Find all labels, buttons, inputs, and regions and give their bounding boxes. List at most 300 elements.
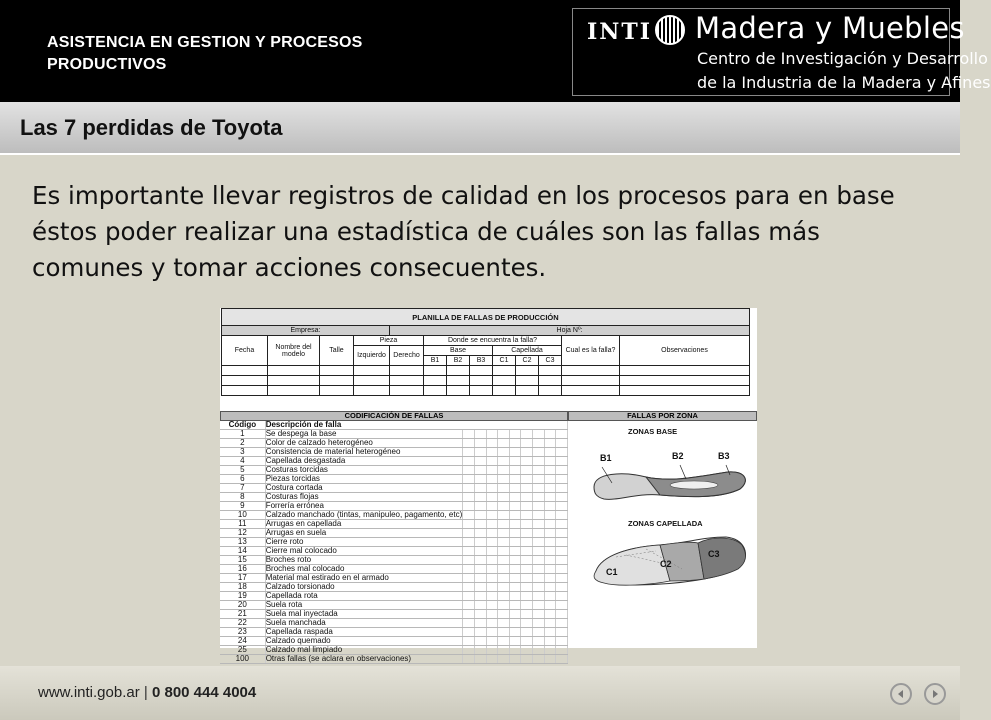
grid-cell xyxy=(533,538,545,547)
grid-cell xyxy=(544,475,556,484)
grid-cell xyxy=(463,583,475,592)
grid-cell xyxy=(544,628,556,637)
falla-code: 1 xyxy=(220,430,265,439)
grid-cell xyxy=(509,502,521,511)
grid-cell xyxy=(556,466,568,475)
falla-description: Calzado torsionado xyxy=(265,583,463,592)
logo-subtitle-line1: Centro de Investigación y Desarrollo xyxy=(697,49,988,68)
grid-cell xyxy=(463,493,475,502)
pieza-header: Pieza xyxy=(354,336,424,346)
footer-contact xyxy=(38,684,256,701)
zona-b2-label: B2 xyxy=(672,451,684,461)
grid-cell xyxy=(521,619,533,628)
grid-cell xyxy=(521,655,533,664)
falla-description: Suela rota xyxy=(265,601,463,610)
codificacion-title: CODIFICACIÓN DE FALLAS xyxy=(220,411,568,421)
grid-cell xyxy=(498,484,510,493)
blank-row xyxy=(222,386,750,396)
grid-cell xyxy=(486,511,498,520)
falla-description: Capellada desgastada xyxy=(265,457,463,466)
grid-cell xyxy=(533,502,545,511)
grid-cell xyxy=(509,475,521,484)
prev-arrow-icon[interactable] xyxy=(890,683,912,705)
base-header: Base xyxy=(424,346,493,356)
falla-description: Calzado quemado xyxy=(265,637,463,646)
grid-cell xyxy=(474,448,486,457)
grid-cell xyxy=(521,601,533,610)
grid-cell xyxy=(509,592,521,601)
grid-cell xyxy=(533,610,545,619)
falla-code: 25 xyxy=(220,646,265,655)
modelo-header: Nombre del modelo xyxy=(268,336,320,366)
codificacion-row xyxy=(220,655,568,664)
grid-cell xyxy=(486,529,498,538)
falla-code: 4 xyxy=(220,457,265,466)
grid-cell xyxy=(486,448,498,457)
grid-cell xyxy=(474,502,486,511)
grid-cell xyxy=(533,547,545,556)
grid-cell xyxy=(486,466,498,475)
grid-cell xyxy=(521,484,533,493)
grid-cell xyxy=(498,610,510,619)
footer-url[interactable]: www.inti.gob.ar xyxy=(38,684,140,701)
derecho-header: Derecho xyxy=(390,346,424,366)
grid-cell xyxy=(509,484,521,493)
grid-cell xyxy=(498,457,510,466)
falla-code: 11 xyxy=(220,520,265,529)
grid-cell xyxy=(463,556,475,565)
falla-description: Se despega la base xyxy=(265,430,463,439)
grid-cell xyxy=(463,457,475,466)
logo-subtitle-line2: de la Industria de la Madera y Afines xyxy=(697,73,991,92)
grid-cell xyxy=(521,493,533,502)
grid-cell xyxy=(521,430,533,439)
grid-cell xyxy=(498,655,510,664)
grid-cell xyxy=(556,529,568,538)
grid-cell xyxy=(474,583,486,592)
c1-header: C1 xyxy=(493,356,516,366)
grid-cell xyxy=(509,601,521,610)
grid-cell xyxy=(556,637,568,646)
grid-cell xyxy=(556,628,568,637)
grid-cell xyxy=(474,601,486,610)
grid-cell xyxy=(556,601,568,610)
grid-cell xyxy=(544,529,556,538)
grid-cell xyxy=(463,547,475,556)
grid-cell xyxy=(474,529,486,538)
grid-cell xyxy=(533,637,545,646)
grid-cell xyxy=(498,592,510,601)
grid-cell xyxy=(533,466,545,475)
grid-cell xyxy=(521,592,533,601)
footer-separator: | xyxy=(143,684,148,701)
codigo-col-header: Código xyxy=(220,421,265,430)
grid-cell xyxy=(474,520,486,529)
grid-cell xyxy=(486,628,498,637)
grid-cell xyxy=(498,628,510,637)
grid-cell xyxy=(486,574,498,583)
grid-cell xyxy=(498,538,510,547)
grid-cell xyxy=(463,574,475,583)
grid-cell xyxy=(544,637,556,646)
falla-code: 16 xyxy=(220,565,265,574)
grid-cell xyxy=(509,493,521,502)
grid-cell xyxy=(521,565,533,574)
falla-description: Suela mal inyectada xyxy=(265,610,463,619)
grid-cell xyxy=(521,583,533,592)
grid-cell xyxy=(463,628,475,637)
grid-cell xyxy=(463,511,475,520)
falla-description: Costura cortada xyxy=(265,484,463,493)
grid-cell xyxy=(544,556,556,565)
logo-org: INTI xyxy=(587,19,653,45)
falla-description: Forrería errónea xyxy=(265,502,463,511)
grid-cell xyxy=(521,637,533,646)
grid-cell xyxy=(498,475,510,484)
grid-cell xyxy=(486,646,498,655)
grid-cell xyxy=(474,466,486,475)
falla-code: 8 xyxy=(220,493,265,502)
grid-cell xyxy=(521,610,533,619)
falla-code: 3 xyxy=(220,448,265,457)
grid-cell xyxy=(544,502,556,511)
izquierdo-header: Izquierdo xyxy=(354,346,390,366)
falla-code: 5 xyxy=(220,466,265,475)
grid-cell xyxy=(474,574,486,583)
grid-cell xyxy=(474,511,486,520)
grid-cell xyxy=(544,538,556,547)
falla-code: 14 xyxy=(220,547,265,556)
grid-cell xyxy=(544,466,556,475)
grid-cell xyxy=(463,655,475,664)
grid-cell xyxy=(486,493,498,502)
grid-cell xyxy=(509,637,521,646)
grid-cell xyxy=(521,646,533,655)
grid-cell xyxy=(521,475,533,484)
grid-cell xyxy=(533,448,545,457)
grid-cell xyxy=(544,484,556,493)
grid-cell xyxy=(509,628,521,637)
c2-header: C2 xyxy=(516,356,539,366)
grid-cell xyxy=(486,484,498,493)
grid-cell xyxy=(498,430,510,439)
zonas-panel xyxy=(568,421,757,648)
grid-cell xyxy=(486,565,498,574)
cual-header: Cual es la falla? xyxy=(562,336,620,366)
grid-cell xyxy=(486,610,498,619)
grid-cell xyxy=(556,457,568,466)
grid-cell xyxy=(498,565,510,574)
zonas-base-title: ZONAS BASE xyxy=(628,427,678,436)
grid-cell xyxy=(556,502,568,511)
falla-description: Capellada rota xyxy=(265,592,463,601)
grid-cell xyxy=(463,520,475,529)
falla-description: Cierre roto xyxy=(265,538,463,547)
grid-cell xyxy=(533,646,545,655)
falla-code: 9 xyxy=(220,502,265,511)
grid-cell xyxy=(533,484,545,493)
grid-cell xyxy=(498,574,510,583)
falla-description: Capellada raspada xyxy=(265,628,463,637)
grid-cell xyxy=(556,619,568,628)
grid-cell xyxy=(544,511,556,520)
zona-c1-label: C1 xyxy=(606,567,618,577)
grid-cell xyxy=(498,511,510,520)
grid-cell xyxy=(498,439,510,448)
falla-code: 6 xyxy=(220,475,265,484)
grid-cell xyxy=(463,538,475,547)
observaciones-header: Observaciones xyxy=(620,336,750,366)
grid-cell xyxy=(486,439,498,448)
grid-cell xyxy=(533,529,545,538)
c3-header: C3 xyxy=(539,356,562,366)
grid-cell xyxy=(533,475,545,484)
grid-cell xyxy=(533,574,545,583)
falla-description: Piezas torcidas xyxy=(265,475,463,484)
inti-mark-icon xyxy=(655,15,685,45)
b1-header: B1 xyxy=(424,356,447,366)
grid-cell xyxy=(509,538,521,547)
grid-cell xyxy=(556,520,568,529)
grid-cell xyxy=(521,511,533,520)
header-title: ASISTENCIA EN GESTION Y PROCESOS PRODUCTIVOS xyxy=(47,34,363,73)
grid-cell xyxy=(498,601,510,610)
hoja-label: Hoja Nº: xyxy=(390,326,750,336)
grid-cell xyxy=(521,439,533,448)
grid-cell xyxy=(463,619,475,628)
grid-cell xyxy=(486,592,498,601)
grid-cell xyxy=(463,502,475,511)
falla-code: 23 xyxy=(220,628,265,637)
zona-c2-label: C2 xyxy=(660,559,672,569)
grid-cell xyxy=(556,592,568,601)
grid-cell xyxy=(498,637,510,646)
falla-description: Color de calzado heterogéneo xyxy=(265,439,463,448)
grid-cell xyxy=(498,583,510,592)
falla-description: Material mal estirado en el armado xyxy=(265,574,463,583)
grid-cell xyxy=(533,511,545,520)
grid-cell xyxy=(533,520,545,529)
falla-code: 18 xyxy=(220,583,265,592)
planilla-document xyxy=(220,308,757,663)
grid-cell xyxy=(533,655,545,664)
grid-cell xyxy=(498,502,510,511)
grid-cell xyxy=(509,529,521,538)
grid-cell xyxy=(486,520,498,529)
grid-cell xyxy=(486,619,498,628)
grid-cell xyxy=(509,466,521,475)
zonas-title: FALLAS POR ZONA xyxy=(568,411,757,421)
grid-cell xyxy=(486,556,498,565)
grid-cell xyxy=(474,493,486,502)
grid-cell xyxy=(533,457,545,466)
zonas-capellada-title: ZONAS CAPELLADA xyxy=(628,519,703,528)
falla-code: 19 xyxy=(220,592,265,601)
grid-cell xyxy=(498,547,510,556)
grid-cell xyxy=(533,493,545,502)
grid-cell xyxy=(498,619,510,628)
grid-cell xyxy=(556,511,568,520)
grid-cell xyxy=(544,493,556,502)
falla-code: 24 xyxy=(220,637,265,646)
grid-cell xyxy=(533,628,545,637)
falla-code: 12 xyxy=(220,529,265,538)
empresa-label: Empresa: xyxy=(222,326,390,336)
grid-cell xyxy=(498,448,510,457)
grid-cell xyxy=(509,655,521,664)
grid-cell xyxy=(544,520,556,529)
falla-code: 22 xyxy=(220,619,265,628)
footer-phone: 0 800 444 4004 xyxy=(151,684,257,701)
grid-cell xyxy=(521,502,533,511)
grid-cell xyxy=(498,520,510,529)
grid-cell xyxy=(486,457,498,466)
grid-cell xyxy=(463,592,475,601)
grid-cell xyxy=(556,583,568,592)
grid-cell xyxy=(486,601,498,610)
grid-cell xyxy=(521,547,533,556)
grid-cell xyxy=(509,430,521,439)
grid-cell xyxy=(463,646,475,655)
grid-cell xyxy=(556,493,568,502)
grid-cell xyxy=(521,556,533,565)
grid-cell xyxy=(486,547,498,556)
talle-header: Talle xyxy=(320,336,354,366)
logo-brand: Madera y Muebles xyxy=(695,11,965,45)
grid-cell xyxy=(463,448,475,457)
planilla-table xyxy=(221,308,750,396)
grid-cell xyxy=(556,475,568,484)
grid-cell xyxy=(533,601,545,610)
grid-cell xyxy=(486,637,498,646)
grid-cell xyxy=(544,646,556,655)
grid-cell xyxy=(544,574,556,583)
grid-cell xyxy=(463,601,475,610)
grid-cell xyxy=(474,628,486,637)
grid-cell xyxy=(509,439,521,448)
grid-cell xyxy=(474,655,486,664)
grid-cell xyxy=(498,646,510,655)
grid-cell xyxy=(556,538,568,547)
grid-cell xyxy=(544,592,556,601)
next-arrow-icon[interactable] xyxy=(924,683,946,705)
inti-logo xyxy=(572,8,991,96)
grid-cell xyxy=(521,538,533,547)
grid-cell xyxy=(474,484,486,493)
grid-cell xyxy=(544,655,556,664)
grid-cell xyxy=(521,529,533,538)
b2-header: B2 xyxy=(447,356,470,366)
falla-description: Calzado mal limpiado xyxy=(265,646,463,655)
grid-cell xyxy=(498,529,510,538)
falla-description: Arrugas en capellada xyxy=(265,520,463,529)
grid-cell xyxy=(486,502,498,511)
grid-cell xyxy=(463,565,475,574)
grid-cell xyxy=(474,475,486,484)
grid-cell xyxy=(544,430,556,439)
falla-description: Broches roto xyxy=(265,556,463,565)
falla-description: Broches mal colocado xyxy=(265,565,463,574)
shoe-base-illustration xyxy=(588,463,753,508)
b3-header: B3 xyxy=(470,356,493,366)
falla-code: 17 xyxy=(220,574,265,583)
grid-cell xyxy=(521,520,533,529)
grid-cell xyxy=(544,439,556,448)
falla-description: Arrugas en suela xyxy=(265,529,463,538)
zona-c3-label: C3 xyxy=(708,549,720,559)
grid-cell xyxy=(544,457,556,466)
grid-cell xyxy=(533,583,545,592)
grid-cell xyxy=(556,448,568,457)
grid-cell xyxy=(556,574,568,583)
zona-b1-label: B1 xyxy=(600,453,612,463)
grid-cell xyxy=(509,574,521,583)
grid-cell xyxy=(509,457,521,466)
grid-cell xyxy=(486,538,498,547)
grid-cell xyxy=(533,439,545,448)
grid-cell xyxy=(474,439,486,448)
grid-cell xyxy=(556,565,568,574)
footer xyxy=(0,666,960,720)
grid-cell xyxy=(544,583,556,592)
falla-code: 13 xyxy=(220,538,265,547)
grid-cell xyxy=(498,466,510,475)
grid-cell xyxy=(509,583,521,592)
grid-cell xyxy=(556,439,568,448)
grid-cell xyxy=(474,637,486,646)
falla-description: Calzado manchado (tintas, manipuleo, pagamento, etc) xyxy=(265,510,463,519)
capellada-header: Capellada xyxy=(493,346,562,356)
grid-cell xyxy=(463,610,475,619)
grid-cell xyxy=(544,601,556,610)
fecha-header: Fecha xyxy=(222,336,268,366)
falla-description: Suela manchada xyxy=(265,619,463,628)
grid-cell xyxy=(556,547,568,556)
grid-cell xyxy=(474,646,486,655)
grid-cell xyxy=(474,592,486,601)
grid-cell xyxy=(521,457,533,466)
falla-code: 10 xyxy=(220,511,265,520)
grid-cell xyxy=(521,628,533,637)
grid-cell xyxy=(474,538,486,547)
grid-cell xyxy=(463,637,475,646)
grid-cell xyxy=(533,619,545,628)
grid-cell xyxy=(486,475,498,484)
grid-cell xyxy=(556,430,568,439)
grid-cell xyxy=(509,565,521,574)
grid-cell xyxy=(463,529,475,538)
title-bar xyxy=(0,102,960,155)
grid-cell xyxy=(544,565,556,574)
grid-cell xyxy=(521,448,533,457)
grid-cell xyxy=(556,556,568,565)
codificacion-table xyxy=(220,421,568,664)
grid-cell xyxy=(509,511,521,520)
falla-code: 7 xyxy=(220,484,265,493)
grid-cell xyxy=(533,430,545,439)
grid-cell xyxy=(509,448,521,457)
grid-cell xyxy=(521,574,533,583)
falla-code: 21 xyxy=(220,610,265,619)
planilla-title: PLANILLA DE FALLAS DE PRODUCCIÓN xyxy=(222,309,750,326)
grid-cell xyxy=(521,466,533,475)
grid-cell xyxy=(463,439,475,448)
grid-cell xyxy=(509,556,521,565)
grid-cell xyxy=(463,466,475,475)
grid-cell xyxy=(474,556,486,565)
grid-cell xyxy=(556,655,568,664)
grid-cell xyxy=(463,475,475,484)
